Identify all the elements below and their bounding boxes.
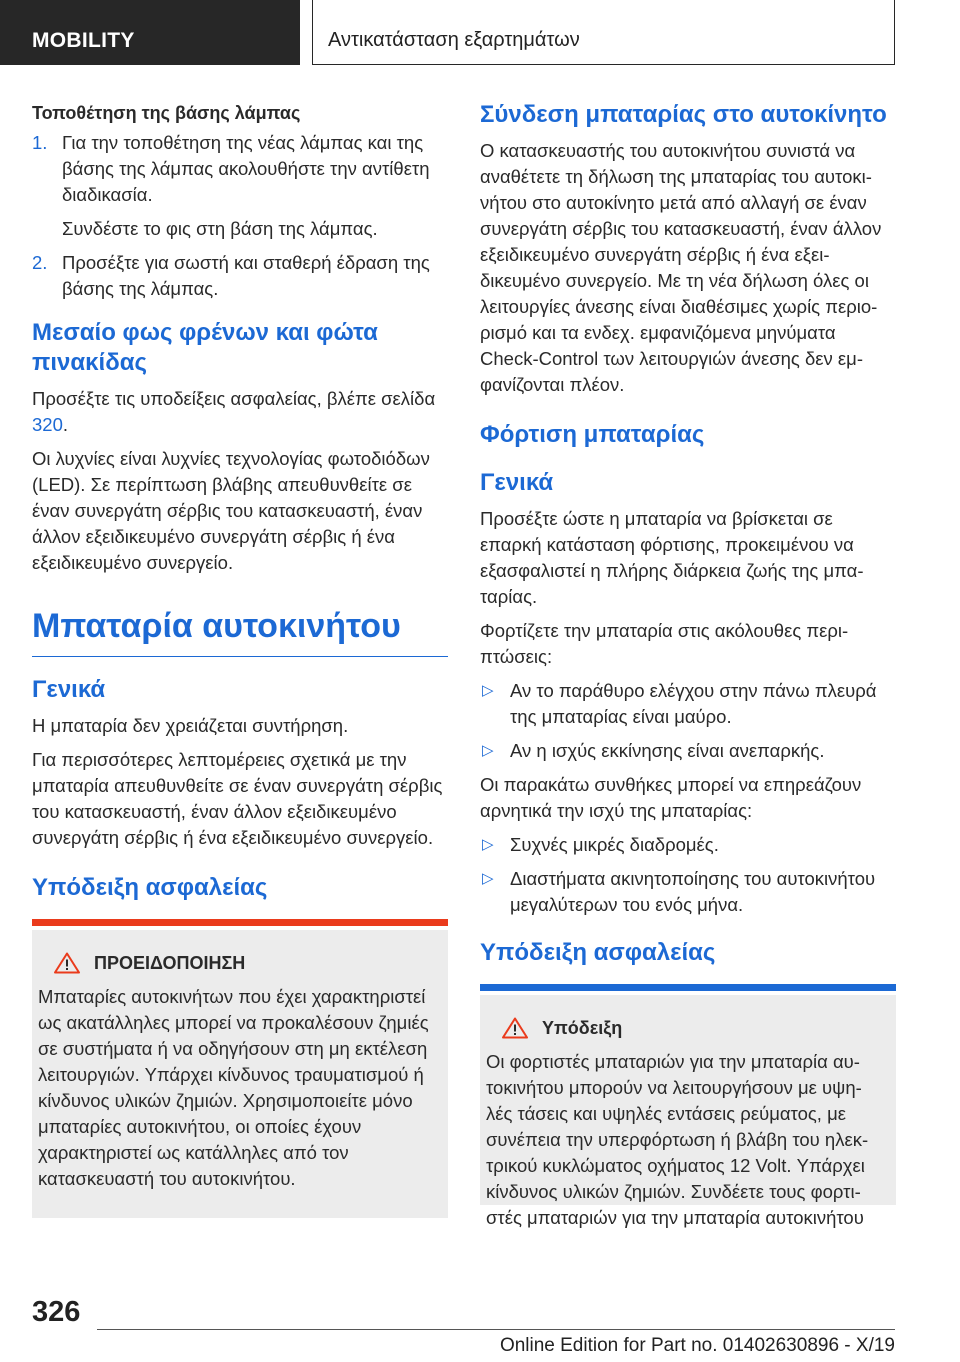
charging-title: Φόρτιση μπαταρίας (480, 421, 705, 448)
step-2 (32, 250, 448, 302)
triangle-bullet-icon: ▷ (482, 682, 494, 699)
note-header (486, 1017, 882, 1039)
conditions-para: Οι παρακάτω συνθήκες μπορεί να επηρεάζουν αρνητικά την ισχύ της μπαταρίας: (480, 774, 862, 821)
note-triangle-icon (502, 1017, 528, 1039)
header-section-tab (0, 0, 300, 65)
triangle-bullet-icon: ▷ (482, 836, 494, 853)
header-chapter-label: Αντικατάσταση εξαρτημάτων (328, 29, 580, 51)
warning-header (38, 952, 434, 974)
page-number: 326 (32, 1296, 81, 1328)
brake-light-para-2: Οι λυχνίες είναι λυχνίες τεχνολογίας φωτοδιόδων (LED). Σε περίπτωση βλάβης απευθυνθείτε σε έναν συνεργάτη σέρβις του κατασκευαστή, έναν άλλον εξειδικευμένο συνεργάτη σέρβις ή ένα εξειδικευμένο συνεργείο. (32, 448, 430, 573)
warning-triangle-icon (54, 952, 80, 974)
charging-general-title: Γενικά (480, 469, 554, 496)
step-1-text: Για την τοποθέτηση της νέας λάμπας και της βάσης της λάμπας ακολουθήστε την αντίθετη διαδικασία. (62, 132, 430, 205)
header-chapter-box (312, 0, 895, 65)
note-label: Υπόδειξη (542, 1017, 623, 1038)
warning-label: ΠΡΟΕΙΔΟΠΟΙΗΣΗ (94, 952, 246, 973)
triangle-bullet-icon: ▷ (482, 742, 494, 759)
note-text: Οι φορτιστές μπαταριών για την μπαταρία αυτοκινήτου μπορούν να λειτουργήσουν με υψηλές τάσεις και υψηλές εντάσεις ρεύματος, με συνέπεια την υπερφόρτωση ή βλάβη του ηλεκτρικού κυκλώματος οχήματος 12 Volt. Υπάρχει κίνδυνος υλικών ζημιών. Συνδέετε τους φορτιστές μπαταριών για την μπαταρία αυτοκινήτου (486, 1051, 869, 1228)
step-1 (32, 130, 448, 208)
charging-para-2: Φορτίζετε την μπαταρία στις ακόλουθες περιπτώσεις: (480, 620, 849, 667)
note-box (480, 995, 896, 1228)
footer-divider (97, 1329, 895, 1330)
battery-general-title: Γενικά (32, 676, 106, 703)
right-column (480, 100, 896, 1228)
brake-light-title: Μεσαίο φως φρένων και φώτα πινακίδας (32, 319, 378, 376)
battery-safety-title: Υπόδειξη ασφαλείας (32, 874, 268, 901)
page-link-320[interactable]: 320 (32, 414, 63, 435)
triangle-bullet-icon: ▷ (482, 870, 494, 887)
connect-battery-para: Ο κατασκευαστής του αυτοκινήτου συνιστά να αναθέτετε τη δήλωση της μπαταρίας του αυτοκινήτου στο αυτοκίνητο μετά από αλλαγή σε έναν συνεργάτη σέρβις του κατασκευαστή, έναν άλλον εξειδικευμένο συνεργάτη σέρβις ή ένα εξειδικευμένο συνεργείο. Με τη νέα δήλωση όλες οι λειτουργίες άνεσης είναι διαθέσιμες χωρίς περιορισμό και τα ενδεχ. εμφανιζόμενα μηνύματα Check-Control των λειτουργιών άνεσης δεν εμφανίζονται πλέον. (480, 140, 882, 395)
step-2-text: Προσέξτε για σωστή και σταθερή έδραση της βάσης της λάμπας. (62, 252, 430, 299)
header-section-label: MOBILITY (32, 29, 135, 52)
brake-light-para-1 (32, 386, 448, 438)
warning-bar (32, 919, 448, 926)
step-2-number: 2. (32, 252, 48, 273)
bullet-3-text: Συχνές μικρές διαδρομές. (510, 834, 719, 855)
battery-general-para-2: Για περισσότερες λεπτομέρειες σχετικά με την μπαταρία απευθυνθείτε σε έναν συνεργάτη σέρβις του κατασκευαστή, έναν άλλον εξειδικευμένο συνεργάτη σέρβις ή ένα εξειδικευμένο συνεργείο. (32, 749, 443, 848)
connect-battery-title: Σύνδεση μπαταρίας στο αυτοκίνητο (480, 101, 887, 128)
battery-section-title: Μπαταρία αυτοκινήτου (32, 606, 448, 657)
list-item (480, 866, 896, 918)
charging-safety-title: Υπόδειξη ασφαλείας (480, 939, 716, 966)
left-column (32, 100, 448, 1218)
warning-box (32, 930, 448, 1218)
note-bar (480, 984, 896, 991)
brake-p1-end: . (62, 414, 69, 435)
brake-p1-start: Προσέξτε τις υποδείξεις ασφαλείας, βλέπε σελίδα (32, 388, 436, 409)
list-item (480, 832, 896, 858)
bullet-2-text: Αν η ισχύς εκκίνησης είναι ανεπαρκής. (510, 740, 825, 761)
charging-para-1: Προσέξτε ώστε η μπαταρία να βρίσκεται σε επαρκή κατάσταση φόρτισης, προκειμένου να εξασφαλιστεί η πλήρης διάρκεια ζωής της μπαταρίας. (480, 508, 864, 607)
step-1-number: 1. (32, 132, 48, 153)
list-item (480, 738, 896, 764)
battery-general-para-1: Η μπαταρία δεν χρειάζεται συντήρηση. (32, 715, 349, 736)
footer-edition: Online Edition for Part no. 01402630896 - X/19 (499, 1335, 895, 1356)
warning-text: Μπαταρίες αυτοκινήτων που έχει χαρακτηριστεί ως ακατάλληλες μπορεί να προκαλέσουν ζημιές σε συστήματα ή να οδηγήσουν στη μη εκτέλεση λειτουργιών. Υπάρχει κίνδυνος τραυματισμού ή κίνδυνος υλικών ζημιών. Χρησιμοποιείτε μόνο μπαταρίες αυτοκινήτου, οι οποίες έχουν χαρακτηριστεί ως κατάλληλες από τον κατασκευαστή του αυτοκινήτου. (38, 986, 429, 1189)
bullet-4-text: Διαστήματα ακινητοποίησης του αυτοκινήτου μεγαλύτερων του ενός μήνα. (510, 868, 876, 915)
list-item (480, 678, 896, 730)
lamp-install-title: Τοποθέτηση της βάσης λάμπας (32, 103, 301, 123)
step-1-extra: Συνδέστε το φις στη βάση της λάμπας. (62, 218, 378, 239)
bullet-1-text: Αν το παράθυρο ελέγχου στην πάνω πλευρά της μπαταρίας είναι μαύρο. (510, 680, 877, 727)
